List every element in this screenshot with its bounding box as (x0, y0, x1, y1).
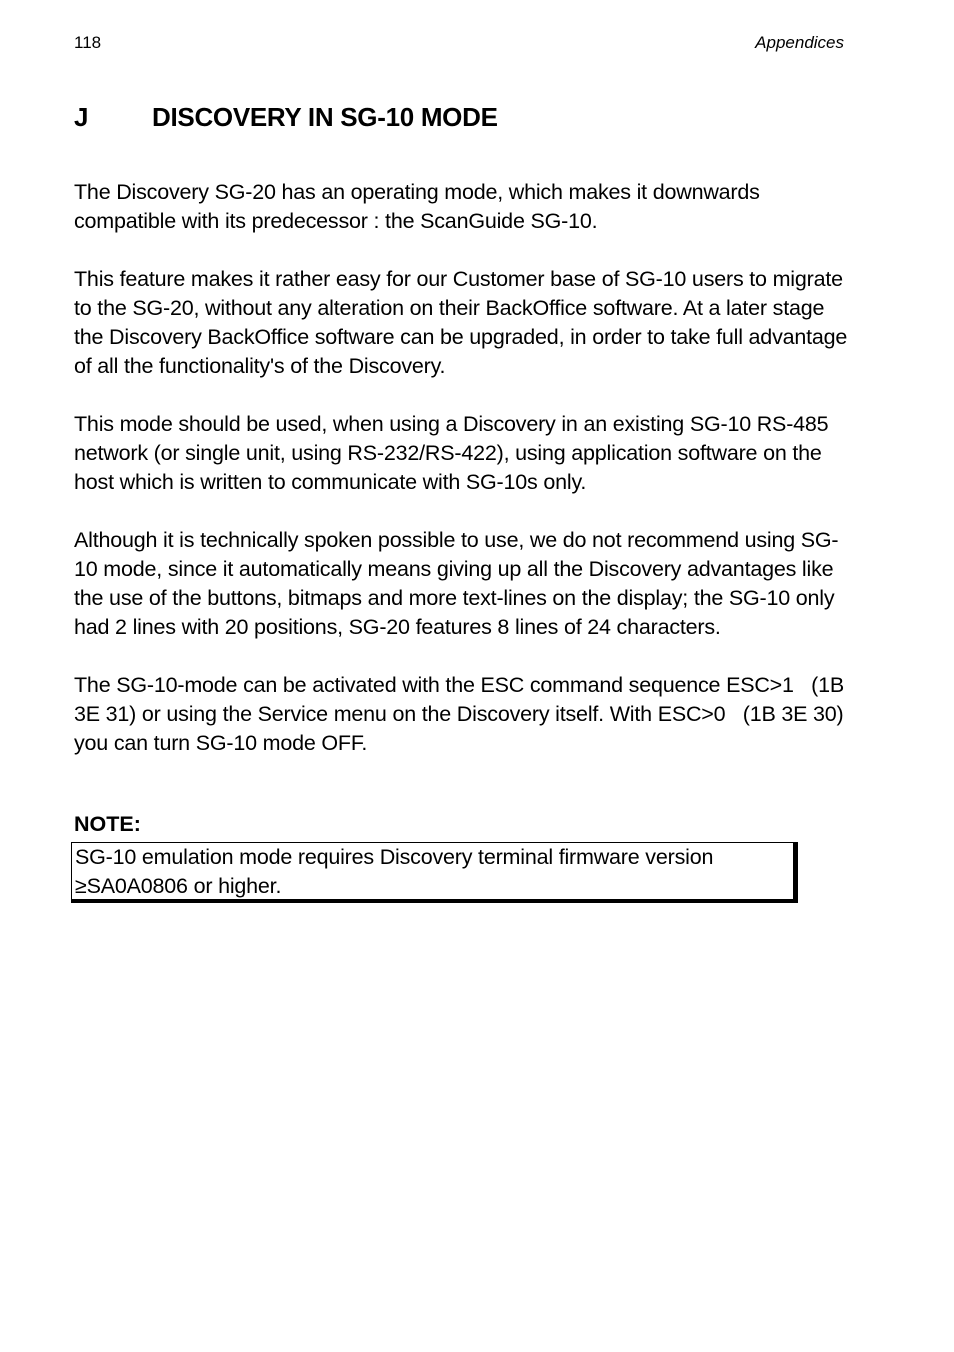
note-box (71, 842, 798, 903)
section-heading (74, 102, 498, 133)
paragraph: This feature makes it rather easy for our Customer base of SG-10 users to migrate to the SG-20, without any alteration on their BackOffice software. At a later stage the Discovery BackOffice software can be upgraded, in order to take full advantage of all the functionality's of the Discovery. (74, 267, 848, 378)
section-title: DISCOVERY IN SG-10 MODE (152, 102, 498, 132)
note-label: NOTE: (74, 812, 141, 836)
page-number: 118 (74, 33, 102, 52)
paragraph: This mode should be used, when using a Discovery in an existing SG-10 RS-485 network (or single unit, using RS-232/RS-422), using application software on the host which is written to communicate with SG-10s only. (74, 412, 829, 494)
paragraph: The Discovery SG-20 has an operating mode, which makes it downwards compatible with its predecessor : the ScanGuide SG-10. (74, 180, 760, 233)
paragraph: Although it is technically spoken possible to use, we do not recommend using SG-10 mode, since it automatically means giving up all the Discovery advantages like the use of the buttons, bitmaps and more text-lines on the display; the SG-10 only had 2 lines with 20 positions, SG-20 features 8 lines of 24 characters. (74, 528, 839, 639)
section-letter: J (74, 102, 89, 132)
body-text (74, 178, 859, 787)
note-text: SG-10 emulation mode requires Discovery terminal firmware version ≥SA0A0806 or higher. (75, 845, 714, 898)
running-header: Appendices (755, 33, 844, 52)
paragraph: The SG-10-mode can be activated with the ESC command sequence ESC>1 (1B 3E 31) or using the Service menu on the Discovery itself. With ESC>0 (1B 3E 30) you can turn SG-10 mode OFF. (74, 673, 850, 755)
